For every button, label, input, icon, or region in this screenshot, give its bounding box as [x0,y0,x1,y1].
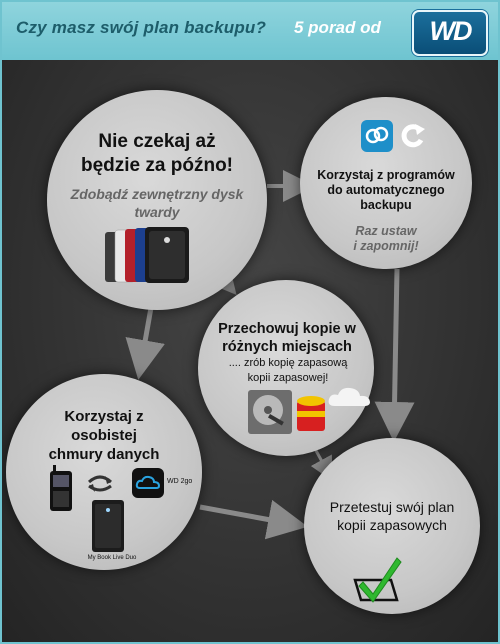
step-2-title: Korzystaj z programów do automatycznego backupu [317,168,455,212]
arrow-2-to-5 [394,269,397,432]
wd-logo-text: WD [429,16,471,46]
nas-device-icon [90,498,126,554]
step-3-title: Przechowuj kopie w różnych miejscach [218,321,356,355]
wd2go-app-icon [132,468,164,498]
arrow-4-to-5 [200,507,298,525]
wd2go-label: WD 2go [167,478,193,485]
mobile-phone-icon [48,465,74,513]
step-1-subtitle: Zdobądź zewnętrzny dysk twardy [70,186,244,220]
arrow-1-to-4 [140,302,152,370]
refresh-icon [399,122,427,150]
step-1-title: Nie czekaj aż będzie za późno! [81,131,233,176]
checkmark-icon [345,554,405,606]
cloud-icon [327,384,373,410]
step-2-subtitle: Raz ustaw i zapomnij! [353,224,419,253]
nas-label: My Book Live Duo [87,555,137,561]
hard-disk-icon [246,388,294,436]
external-hard-drives-icon [105,226,193,286]
step-4-title: Korzystaj z osobistej chmury danych [48,408,160,463]
sync-arrows-icon [85,472,115,494]
disc-spindle-icon [294,395,328,435]
sync-software-icon [360,119,394,153]
step-5-title: Przetestuj swój plan kopii zapasowych [329,499,455,533]
header-subtitle: 5 porad od [294,18,381,37]
header-title: Czy masz swój plan backupu? [16,18,267,37]
step-3-subtitle: .... zrób kopię zapasową kopii zapasowej! [228,357,348,384]
